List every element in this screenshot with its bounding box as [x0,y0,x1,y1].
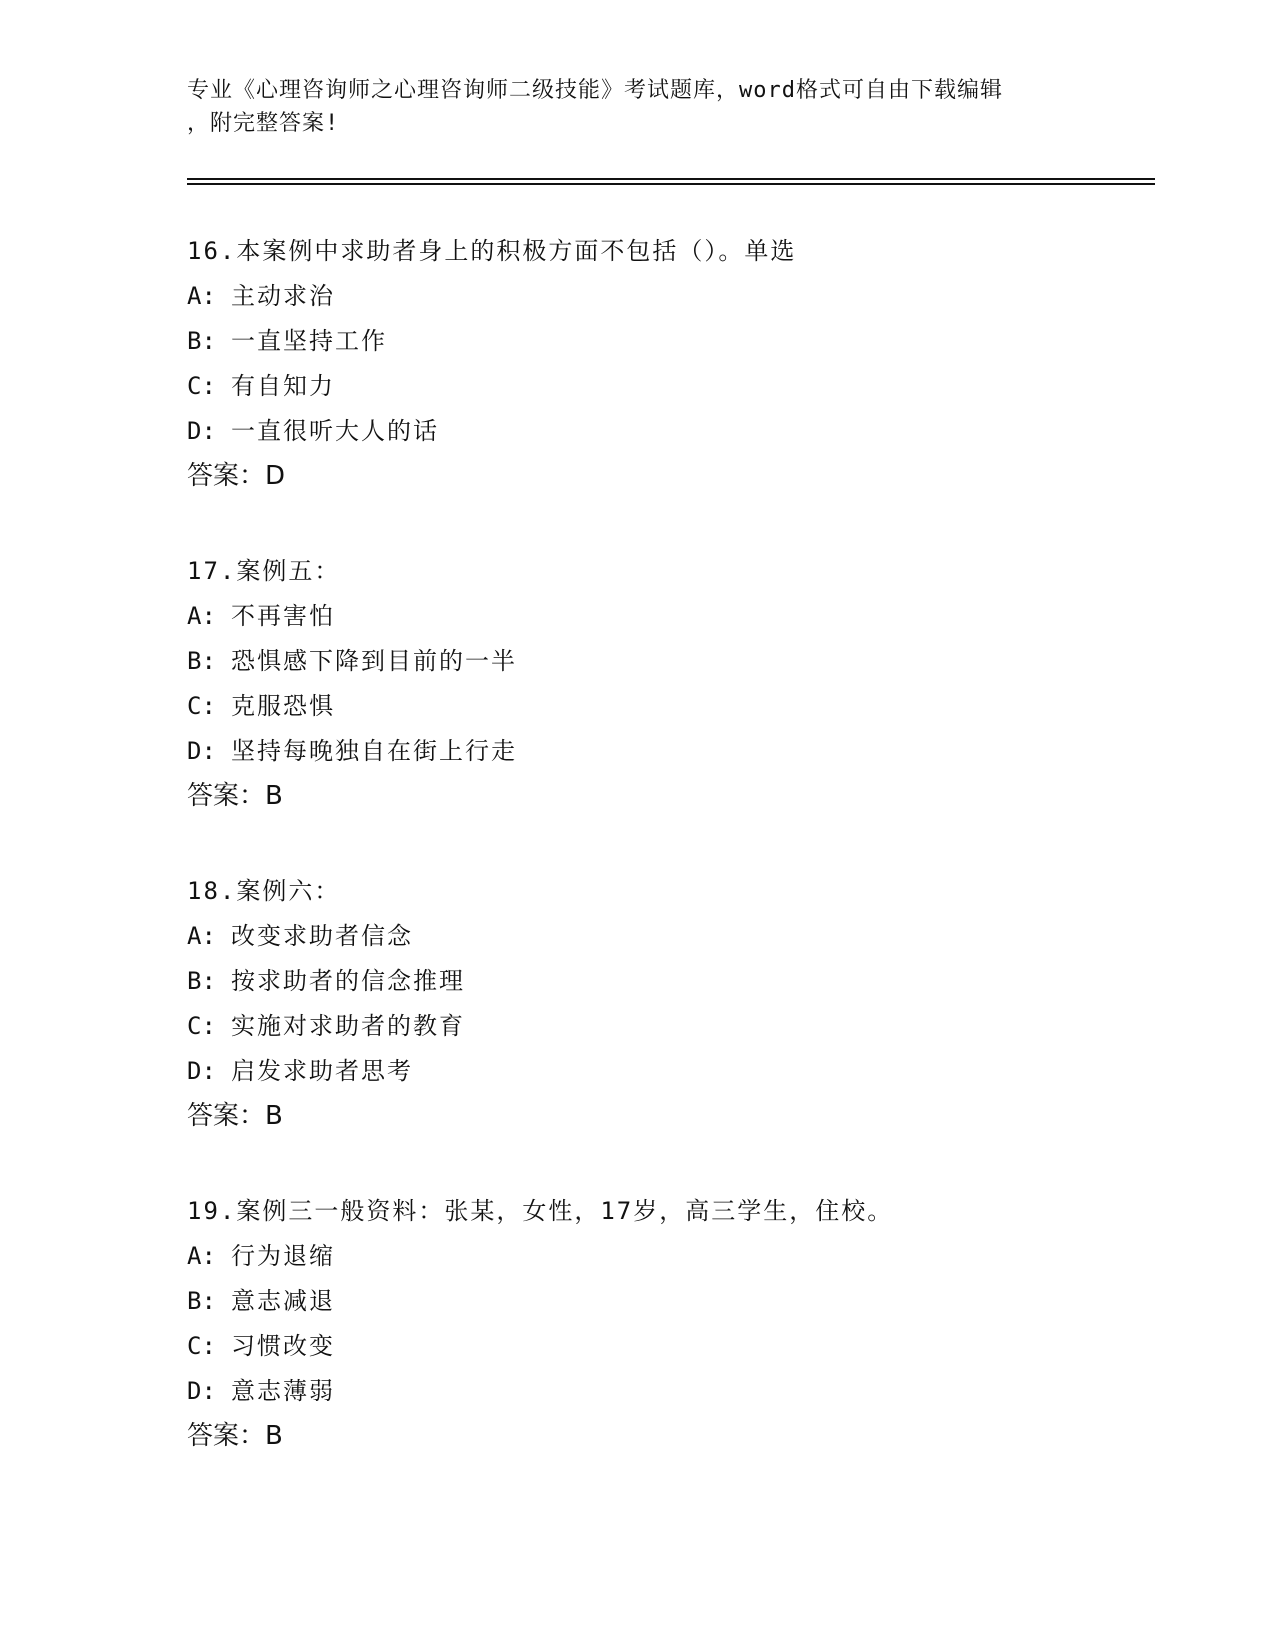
option-text: 实施对求助者的教育 [231,1012,465,1040]
question-title: 18.案例六： [187,877,341,905]
option-text: 坚持每晚独自在街上行走 [231,737,517,765]
option-key: B: [187,647,216,675]
option-key: D: [187,417,216,445]
question-block-18 [187,875,1147,1145]
document-header [187,74,1067,140]
option-text: 恐惧感下降到目前的一半 [231,647,517,675]
question-title: 17.案例五： [187,557,341,585]
option-c [187,1010,1147,1055]
option-text: 克服恐惧 [231,692,335,720]
option-a [187,600,1147,645]
option-key: A: [187,282,216,310]
question-block-17 [187,555,1147,825]
option-c [187,690,1147,735]
option-text: 一直坚持工作 [231,327,387,355]
option-text: 行为退缩 [231,1242,335,1270]
header-divider-top [187,178,1155,180]
option-d [187,415,1147,460]
option-key: D: [187,737,216,765]
option-d [187,1375,1147,1420]
question-block-19 [187,1195,1147,1465]
option-text: 意志减退 [231,1287,335,1315]
option-text: 习惯改变 [231,1332,335,1360]
option-a [187,1240,1147,1285]
answer: 答案：D [187,461,286,491]
option-text: 按求助者的信念推理 [231,967,465,995]
option-b [187,965,1147,1010]
option-key: A: [187,602,216,630]
option-text: 一直很听大人的话 [231,417,439,445]
header-line-1: 专业《心理咨询师之心理咨询师二级技能》考试题库，word格式可自由下载编辑 [187,78,1003,103]
option-key: A: [187,922,216,950]
answer: 答案：B [187,1421,283,1451]
option-a [187,920,1147,965]
option-d [187,1055,1147,1100]
option-a [187,280,1147,325]
option-key: B: [187,327,216,355]
answer: 答案：B [187,781,283,811]
option-key: A: [187,1242,216,1270]
option-key: D: [187,1057,216,1085]
option-c [187,1330,1147,1375]
answer: 答案：B [187,1101,283,1131]
option-b [187,325,1147,370]
option-key: C: [187,1332,216,1360]
option-b [187,645,1147,690]
question-title: 16.本案例中求助者身上的积极方面不包括（）。单选 [187,237,797,265]
option-text: 意志薄弱 [231,1377,335,1405]
header-divider-bottom [187,183,1155,185]
option-key: C: [187,692,216,720]
option-text: 启发求助者思考 [231,1057,413,1085]
option-text: 改变求助者信念 [231,922,413,950]
option-b [187,1285,1147,1330]
option-key: B: [187,967,216,995]
option-d [187,735,1147,780]
option-key: B: [187,1287,216,1315]
question-title: 19.案例三一般资料：张某，女性，17岁，高三学生，住校。 [187,1197,894,1225]
option-key: D: [187,1377,216,1405]
option-text: 主动求治 [231,282,335,310]
option-key: C: [187,1012,216,1040]
option-key: C: [187,372,216,400]
option-text: 不再害怕 [231,602,335,630]
question-block-16 [187,235,1147,505]
option-text: 有自知力 [231,372,335,400]
header-line-2: ，附完整答案! [187,111,340,136]
option-c [187,370,1147,415]
